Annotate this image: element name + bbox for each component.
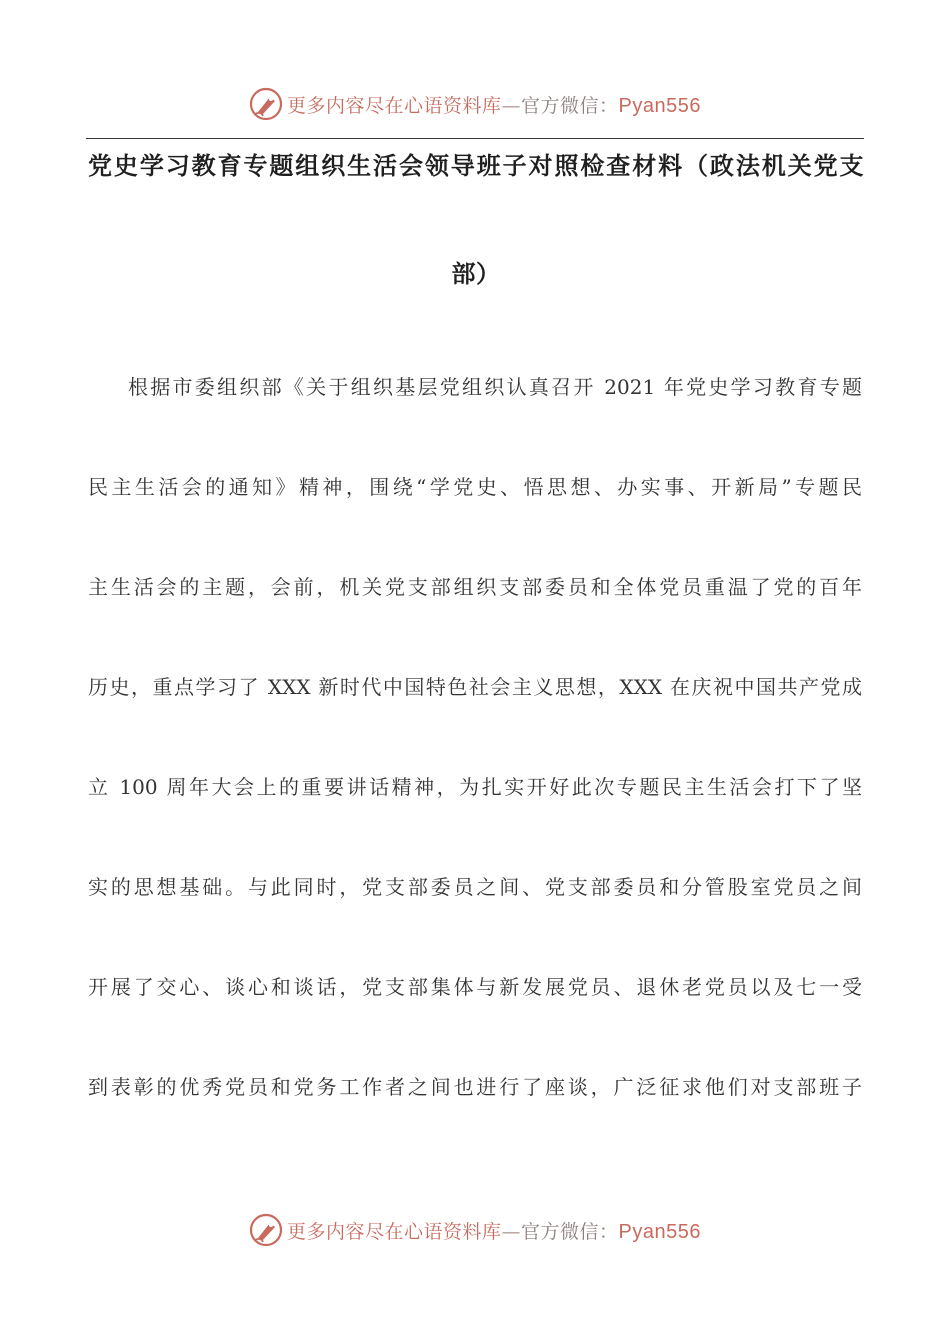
watermark-wechat-id: Pyan556 <box>618 1220 701 1243</box>
watermark-dash: — <box>501 1220 522 1243</box>
watermark-lead: 更多内容尽在心语资料库 <box>287 1220 502 1243</box>
body-line: 实的思想基础。与此同时，党支部委员之间、党支部委员和分管股室党员之间 <box>88 875 862 899</box>
body-line: 根据市委组织部《关于组织基层党组织认真召开 2021 年党史学习教育专题 <box>128 375 862 399</box>
header-watermark <box>0 84 950 124</box>
watermark-lead: 更多内容尽在心语资料库 <box>287 94 502 117</box>
body-line: 立 100 周年大会上的重要讲话精神，为扎实开好此次专题民主生活会打下了坚 <box>88 775 862 799</box>
document-body <box>88 367 862 1167</box>
header-divider <box>86 138 864 139</box>
watermark-wechat-label: 官方微信： <box>521 1220 619 1243</box>
watermark-text <box>287 91 701 118</box>
footer-watermark <box>0 1210 950 1250</box>
pen-nib-logo-icon <box>249 87 283 121</box>
body-line: 到表彰的优秀党员和党务工作者之间也进行了座谈，广泛征求他们对支部班子 <box>88 1075 862 1099</box>
body-line: 主生活会的主题，会前，机关党支部组织支部委员和全体党员重温了党的百年 <box>88 575 862 599</box>
title-line-1: 党史学习教育专题组织生活会领导班子对照检查材料（政法机关党支 <box>88 152 864 180</box>
watermark-wechat-label: 官方微信： <box>521 94 619 117</box>
body-line: 历史，重点学习了 XXX 新时代中国特色社会主义思想，XXX 在庆祝中国共产党成 <box>88 675 862 699</box>
watermark-wechat-id: Pyan556 <box>618 94 701 117</box>
watermark-text <box>287 1217 701 1244</box>
title-line-2: 部） <box>451 260 501 288</box>
body-line: 民主生活会的通知》精神，围绕“学党史、悟思想、办实事、开新局”专题民 <box>88 475 862 499</box>
body-line: 开展了交心、谈心和谈话，党支部集体与新发展党员、退休老党员以及七一受 <box>88 975 862 999</box>
pen-nib-logo-icon <box>249 1213 283 1247</box>
watermark-dash: — <box>501 94 522 117</box>
